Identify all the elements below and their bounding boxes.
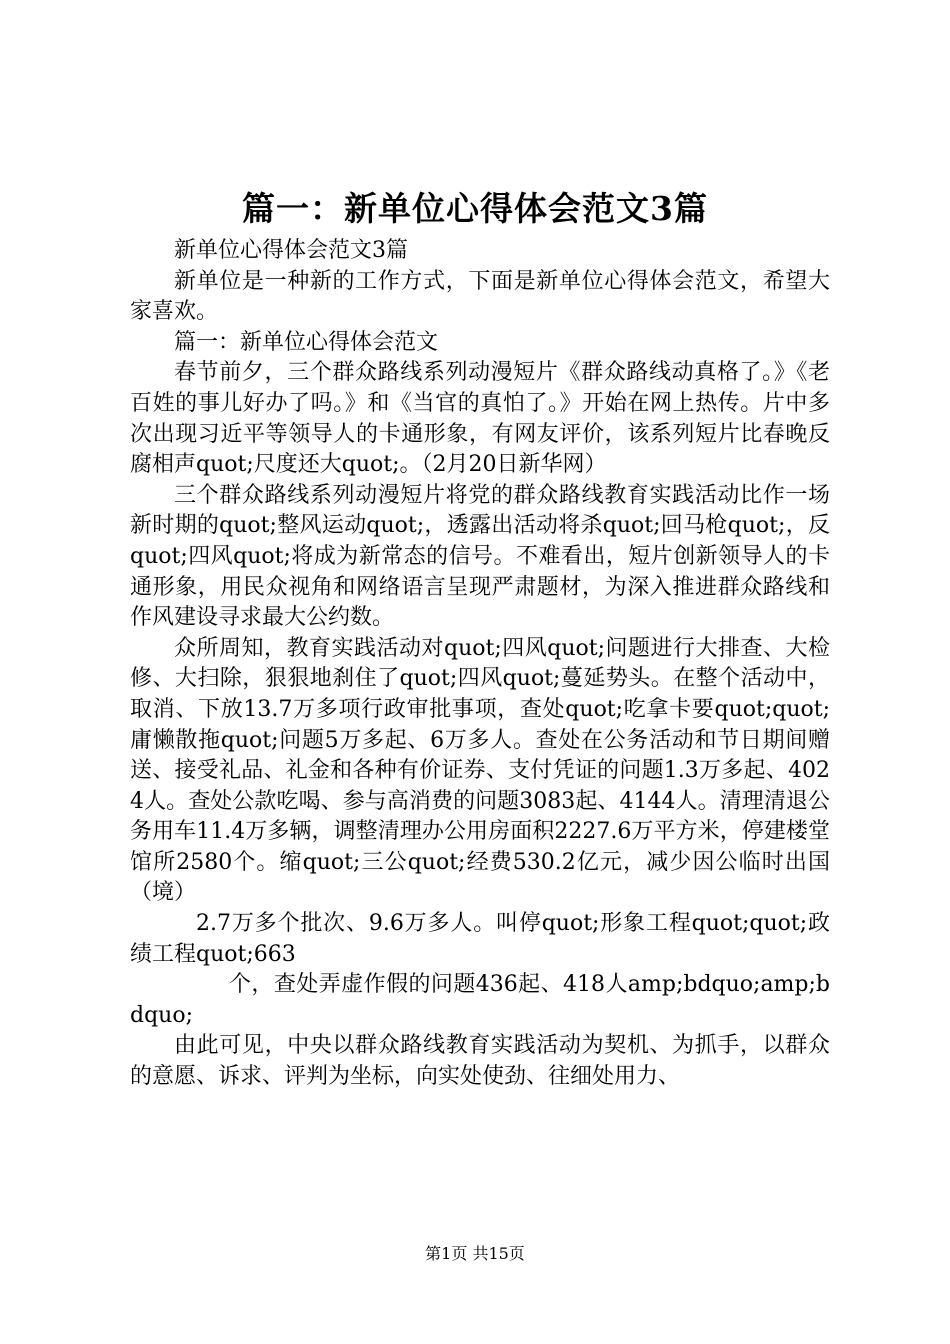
document-title: 篇一：新单位心得体会范文3篇 — [242, 189, 708, 228]
paragraph-body: 春节前夕，三个群众路线系列动漫短片《群众路线动真格了。》《老百姓的事儿好办了吗。》和《当官的真怕了。》开始在网上热传。片中多次出现习近平等领导人的卡通形象，有网友评价，该系列短片比春晚反腐相声quot;尺度还大quot;。（2月20日新华网） — [130, 360, 830, 478]
paragraph-subtitle: 新单位心得体会范文3篇 — [174, 238, 408, 263]
paragraph-body: 众所周知，教育实践活动对quot;四风quot;问题进行大排查、大检修、大扫除，狠狠地刹住了quot;四风quot;蔓延势头。在整个活动中，取消、下放13.7万多项行政审批事项，查处quot;吃拿卡要quot;quot;庸懒散拖quot;问题5万多起、6万多人。查处在公务活动和节日期间赠送、接受礼品、礼金和各种有价证券、支付凭证的问题1.3万多起、4024人。查处公款吃喝、参与高消费的问题3083起、4144人。清理清退公务用车11.4万多辆，调整清理办公用房面积2227.6万平方米，停建楼堂馆所2580个。缩quot;三公quot;经费530.2亿元，减少因公临时出国（境） — [130, 635, 830, 906]
paragraph-intro: 新单位是一种新的工作方式，下面是新单位心得体会范文，希望大家喜欢。 — [130, 268, 830, 325]
document-body — [130, 236, 830, 1093]
page-footer: 第1页 共15页 — [425, 1244, 525, 1263]
paragraph-body: 2.7万多个批次、9.6万多人。叫停quot;形象工程quot;quot;政绩工程quot;663 — [130, 911, 830, 967]
paragraph-body: 由此可见，中央以群众路线教育实践活动为契机、为抓手，以群众的意愿、诉求、评判为坐标，向实处使劲、往细处用力、 — [130, 1033, 830, 1090]
paragraph-section-heading: 篇一：新单位心得体会范文 — [174, 329, 439, 355]
paragraph-body: 个，查处弄虚作假的问题436起、418人amp;bdquo;amp;bdquo; — [130, 972, 830, 1028]
paragraph-body: 三个群众路线系列动漫短片将党的群众路线教育实践活动比作一场新时期的quot;整风运动quot;，透露出活动将杀quot;回马枪quot;，反quot;四风quot;将成为新常态的信号。不难看出，短片创新领导人的卡通形象，用民众视角和网络语言呈现严肃题材，为深入推进群众路线和作风建设寻求最大公约数。 — [130, 482, 830, 631]
